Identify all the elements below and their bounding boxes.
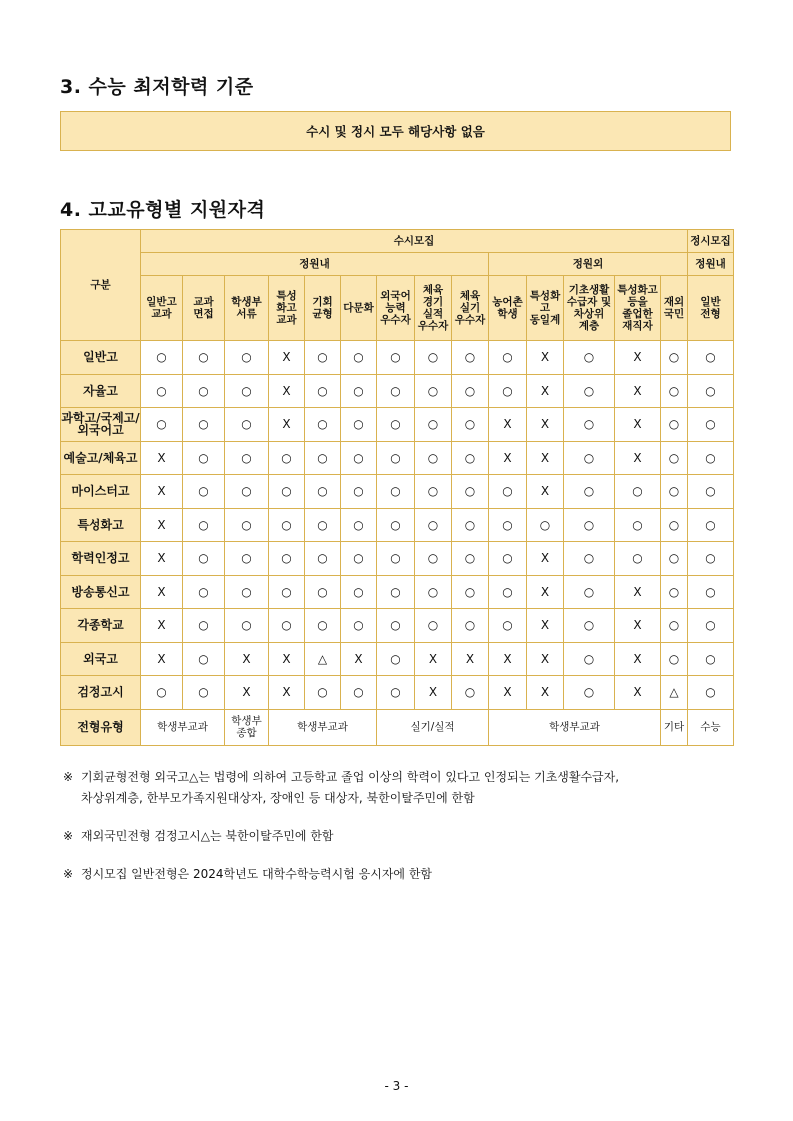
column-header-text: 우수자 [417, 320, 449, 332]
row-label: 전형유형 [61, 709, 141, 745]
page-number: - 3 - [384, 1079, 409, 1093]
column-header-text: 외국어 [380, 290, 411, 302]
column-header-text: 학생부 [231, 296, 262, 308]
eligibility-cell: ○ [341, 508, 377, 542]
column-header-text: 특성화고 [617, 284, 658, 296]
eligibility-cell: ○ [183, 676, 225, 710]
table-row [61, 676, 734, 710]
column-header [269, 276, 305, 341]
eligibility-cell: ○ [377, 676, 415, 710]
eligibility-cell: ○ [183, 575, 225, 609]
eligibility-cell: ○ [341, 542, 377, 576]
eligibility-cell: ○ [183, 542, 225, 576]
column-header-text: 우수자 [454, 314, 486, 326]
column-header [489, 276, 527, 341]
eligibility-cell: ○ [452, 508, 489, 542]
eligibility-cell: ○ [341, 609, 377, 643]
column-header-text: 체육 [422, 284, 444, 296]
eligibility-cell: X [341, 642, 377, 676]
eligibility-cell: ○ [305, 341, 341, 375]
eligibility-cell: ○ [225, 441, 269, 475]
eligibility-cell: X [615, 676, 661, 710]
column-header-text: 전형 [700, 308, 721, 320]
eligibility-cell: ○ [225, 542, 269, 576]
eligibility-cell: ○ [305, 475, 341, 509]
eligibility-cell: ○ [452, 575, 489, 609]
eligibility-cell: ○ [141, 374, 183, 408]
column-header [564, 276, 615, 341]
eligibility-cell: ○ [225, 575, 269, 609]
eligibility-cell: ○ [661, 341, 688, 375]
eligibility-cell: ○ [415, 508, 452, 542]
eligibility-cell: ○ [269, 475, 305, 509]
eligibility-cell: ○ [305, 575, 341, 609]
column-header-text: 교과 [193, 296, 214, 308]
eligibility-cell: X [141, 475, 183, 509]
eligibility-cell: ○ [688, 575, 734, 609]
eligibility-cell: ○ [661, 408, 688, 442]
eligibility-cell: X [141, 575, 183, 609]
eligibility-cell: ○ [452, 341, 489, 375]
eligibility-cell: ○ [452, 609, 489, 643]
note-2-symbol: ※ [63, 829, 74, 843]
eligibility-cell: ○ [225, 609, 269, 643]
eligibility-cell: ○ [377, 374, 415, 408]
column-header-text: 농어촌 [492, 296, 523, 308]
eligibility-cell: ○ [305, 508, 341, 542]
eligibility-cell: ○ [225, 508, 269, 542]
eligibility-cell: X [141, 441, 183, 475]
eligibility-cell: ○ [377, 475, 415, 509]
eligibility-cell: X [269, 408, 305, 442]
eligibility-cell: ○ [688, 408, 734, 442]
eligibility-cell: ○ [688, 341, 734, 375]
eligibility-cell: ○ [452, 475, 489, 509]
eligibility-cell: ○ [489, 609, 527, 643]
eligibility-cell: X [415, 676, 452, 710]
eligibility-cell: ○ [564, 575, 615, 609]
eligibility-cell: ○ [615, 542, 661, 576]
column-header-text: 우수자 [380, 314, 411, 326]
eligibility-cell: ○ [564, 441, 615, 475]
eligibility-cell: ○ [489, 575, 527, 609]
eligibility-cell: ○ [415, 374, 452, 408]
row-label: 마이스터고 [61, 475, 141, 509]
note-1-symbol: ※ [63, 770, 74, 784]
column-header [377, 276, 415, 341]
eligibility-cell: X [527, 642, 564, 676]
column-header-text: 고 [539, 302, 551, 314]
column-header [688, 276, 734, 341]
row-label: 특성화고 [61, 508, 141, 542]
eligibility-cell: ○ [564, 542, 615, 576]
column-header-text: 국민 [663, 308, 685, 320]
eligibility-cell: X [615, 341, 661, 375]
column-header-text: 재외 [663, 296, 685, 308]
column-header-text: 다문화 [343, 302, 374, 314]
eligibility-cell: ○ [341, 575, 377, 609]
table-row [61, 609, 734, 643]
eligibility-cell: ○ [269, 508, 305, 542]
eligibility-cell: X [615, 441, 661, 475]
eligibility-cell: X [269, 374, 305, 408]
section-3-title: 3. 수능 최저학력 기준 [60, 76, 254, 98]
column-header-text: 능력 [385, 302, 406, 314]
eligibility-cell: ○ [452, 542, 489, 576]
eligibility-cell: ○ [377, 341, 415, 375]
column-header [661, 276, 688, 341]
eligibility-cell: ○ [489, 508, 527, 542]
row-label: 학력인정고 [61, 542, 141, 576]
column-header-text: 실기 [459, 302, 481, 314]
eligibility-cell: ○ [305, 374, 341, 408]
eligibility-cell: ○ [661, 609, 688, 643]
admission-type-cell: 학생부교과 [489, 709, 661, 745]
column-header-text: 학생 [497, 308, 518, 320]
eligibility-cell: ○ [688, 508, 734, 542]
eligibility-cell: X [615, 575, 661, 609]
admission-type-cell: 학생부교과 [269, 709, 377, 745]
column-header [615, 276, 661, 341]
eligibility-cell: X [615, 374, 661, 408]
eligibility-cell: ○ [341, 441, 377, 475]
column-header-text: 재직자 [622, 320, 653, 332]
eligibility-cell: ○ [661, 642, 688, 676]
eligibility-cell: ○ [305, 609, 341, 643]
table-row [61, 642, 734, 676]
eligibility-cell: X [527, 542, 564, 576]
eligibility-cell: ○ [225, 475, 269, 509]
column-header [527, 276, 564, 341]
column-header-text: 계층 [578, 320, 600, 332]
eligibility-cell: X [489, 441, 527, 475]
header-jeongsi: 정시모집 [688, 230, 734, 253]
eligibility-cell: X [452, 642, 489, 676]
section-4-title: 4. 고교유형별 지원자격 [60, 199, 266, 221]
eligibility-cell: ○ [415, 542, 452, 576]
eligibility-cell: ○ [377, 441, 415, 475]
eligibility-cell: ○ [688, 441, 734, 475]
eligibility-cell: ○ [452, 408, 489, 442]
eligibility-cell: ○ [415, 575, 452, 609]
eligibility-cell: ○ [415, 408, 452, 442]
eligibility-cell: ○ [183, 609, 225, 643]
table-row [61, 408, 734, 442]
table-row [61, 374, 734, 408]
eligibility-cell: X [141, 542, 183, 576]
column-header [305, 276, 341, 341]
eligibility-cell: X [615, 609, 661, 643]
eligibility-cell: ○ [688, 374, 734, 408]
eligibility-cell: ○ [688, 542, 734, 576]
column-header [415, 276, 452, 341]
column-header [183, 276, 225, 341]
eligibility-cell: ○ [225, 374, 269, 408]
eligibility-cell: ○ [341, 676, 377, 710]
eligibility-cell: ○ [305, 441, 341, 475]
column-header-text: 균형 [312, 308, 333, 320]
eligibility-cell: ○ [615, 475, 661, 509]
eligibility-cell: ○ [377, 575, 415, 609]
eligibility-cell: X [527, 374, 564, 408]
eligibility-cell: X [225, 642, 269, 676]
eligibility-cell: ○ [452, 374, 489, 408]
eligibility-cell: X [225, 676, 269, 710]
eligibility-cell: ○ [225, 408, 269, 442]
eligibility-cell: ○ [564, 374, 615, 408]
note-3-line-1: 정시모집 일반전형은 2024학년도 대학수학능력시험 응시자에 한함 [81, 867, 433, 881]
eligibility-cell: ○ [489, 341, 527, 375]
admission-type-cell: 수능 [688, 709, 734, 745]
eligibility-cell: ○ [564, 475, 615, 509]
eligibility-cell: ○ [564, 609, 615, 643]
eligibility-cell: ○ [688, 475, 734, 509]
column-header-text: 수급자 및 [566, 296, 612, 308]
eligibility-cell: ○ [661, 542, 688, 576]
eligibility-cell: ○ [564, 508, 615, 542]
eligibility-cell: ○ [489, 542, 527, 576]
eligibility-cell: X [141, 609, 183, 643]
eligibility-cell: ○ [183, 508, 225, 542]
eligibility-cell: ○ [141, 341, 183, 375]
eligibility-cell: ○ [661, 575, 688, 609]
eligibility-cell: ○ [564, 676, 615, 710]
row-label: 과학고/국제고/외국어고 [61, 408, 141, 442]
eligibility-cell: ○ [688, 609, 734, 643]
eligibility-cell: X [527, 609, 564, 643]
eligibility-cell: ○ [415, 609, 452, 643]
admission-type-cell: 학생부 종합 [225, 709, 269, 745]
eligibility-cell: ○ [661, 508, 688, 542]
column-header-text: 면접 [193, 308, 214, 320]
eligibility-cell: ○ [269, 609, 305, 643]
csat-minimum-notice: 수시 및 정시 모두 해당사항 없음 [60, 111, 731, 151]
table-row [61, 575, 734, 609]
eligibility-cell: X [415, 642, 452, 676]
eligibility-cell: ○ [377, 408, 415, 442]
eligibility-cell: X [489, 408, 527, 442]
eligibility-cell: X [269, 341, 305, 375]
eligibility-cell: ○ [564, 408, 615, 442]
eligibility-cell: ○ [489, 374, 527, 408]
eligibility-cell: ○ [141, 676, 183, 710]
column-header [141, 276, 183, 341]
eligibility-cell: ○ [141, 408, 183, 442]
row-label: 자율고 [61, 374, 141, 408]
column-header-text: 화고 [276, 302, 297, 314]
eligibility-cell: ○ [415, 475, 452, 509]
column-header-text: 교과 [276, 314, 297, 326]
column-header-text: 기회 [312, 296, 333, 308]
eligibility-cell: X [527, 575, 564, 609]
column-header-text: 등을 [627, 296, 648, 308]
row-label: 각종학교 [61, 609, 141, 643]
eligibility-cell: ○ [415, 341, 452, 375]
column-header-text: 서류 [236, 308, 257, 320]
eligibility-cell: ○ [183, 374, 225, 408]
table-row [61, 341, 734, 375]
column-header-text: 실적 [422, 308, 444, 320]
eligibility-cell: ○ [527, 508, 564, 542]
eligibility-cell: X [527, 408, 564, 442]
eligibility-cell: ○ [183, 441, 225, 475]
header-jeongsi-quota-in: 정원내 [688, 253, 734, 276]
eligibility-cell: X [489, 676, 527, 710]
eligibility-cell: ○ [305, 676, 341, 710]
eligibility-cell: X [489, 642, 527, 676]
eligibility-cell: ○ [377, 542, 415, 576]
row-label: 예술고/체육고 [61, 441, 141, 475]
eligibility-cell: ○ [225, 341, 269, 375]
admission-type-cell: 기타 [661, 709, 688, 745]
eligibility-table [60, 229, 734, 746]
eligibility-cell: ○ [688, 642, 734, 676]
column-header [225, 276, 269, 341]
note-3 [63, 864, 432, 885]
note-3-symbol: ※ [63, 867, 74, 881]
header-susi-quota-out: 정원외 [489, 253, 688, 276]
eligibility-cell: ○ [305, 408, 341, 442]
eligibility-cell: X [527, 341, 564, 375]
eligibility-cell: ○ [183, 642, 225, 676]
eligibility-cell: ○ [377, 642, 415, 676]
header-susi-quota-in: 정원내 [141, 253, 489, 276]
table-row [61, 508, 734, 542]
row-label: 외국고 [61, 642, 141, 676]
eligibility-cell: ○ [183, 475, 225, 509]
column-header-text: 특성화 [529, 290, 561, 302]
column-header-text: 차상위 [573, 308, 605, 320]
eligibility-cell: ○ [661, 475, 688, 509]
eligibility-cell: ○ [489, 475, 527, 509]
eligibility-cell: ○ [415, 441, 452, 475]
eligibility-cell: ○ [269, 575, 305, 609]
column-header-text: 특성 [276, 290, 297, 302]
header-susi: 수시모집 [141, 230, 688, 253]
eligibility-cell: ○ [452, 441, 489, 475]
admission-type-cell: 실기/실적 [377, 709, 489, 745]
eligibility-cell: ○ [377, 508, 415, 542]
eligibility-cell: ○ [341, 475, 377, 509]
eligibility-cell: ○ [615, 508, 661, 542]
eligibility-cell: X [269, 642, 305, 676]
eligibility-cell: ○ [183, 408, 225, 442]
column-header-text: 동일계 [529, 314, 561, 326]
column-header-text: 졸업한 [622, 308, 653, 320]
table-row [61, 441, 734, 475]
column-header [452, 276, 489, 341]
column-header-text: 경기 [422, 296, 444, 308]
table-row [61, 475, 734, 509]
eligibility-cell: X [615, 642, 661, 676]
table-row-type [61, 709, 734, 745]
eligibility-cell: ○ [564, 642, 615, 676]
eligibility-cell: △ [305, 642, 341, 676]
column-header [341, 276, 377, 341]
eligibility-cell: ○ [452, 676, 489, 710]
eligibility-cell: ○ [564, 341, 615, 375]
column-header-text: 기초생활 [568, 284, 610, 296]
eligibility-cell: X [527, 676, 564, 710]
row-label: 검정고시 [61, 676, 141, 710]
eligibility-cell: ○ [183, 341, 225, 375]
eligibility-cell: ○ [661, 374, 688, 408]
column-header-text: 체육 [459, 290, 481, 302]
eligibility-cell: ○ [661, 441, 688, 475]
eligibility-cell: X [141, 642, 183, 676]
eligibility-cell: X [527, 441, 564, 475]
eligibility-cell: X [269, 676, 305, 710]
eligibility-cell: X [527, 475, 564, 509]
row-label: 일반고 [61, 341, 141, 375]
note-1-line-1: 기회균형전형 외국고△는 법령에 의하여 고등학교 졸업 이상의 학력이 있다고 인정되는 기초생활수급자, [81, 770, 620, 784]
eligibility-cell: X [615, 408, 661, 442]
eligibility-cell: ○ [341, 408, 377, 442]
eligibility-cell: ○ [377, 609, 415, 643]
eligibility-cell: ○ [341, 374, 377, 408]
eligibility-cell: X [141, 508, 183, 542]
column-header-text: 일반고 [146, 296, 177, 308]
column-header-text: 일반 [700, 296, 721, 308]
column-header-text: 교과 [151, 308, 172, 320]
eligibility-cell: ○ [341, 341, 377, 375]
admission-type-cell: 학생부교과 [141, 709, 225, 745]
eligibility-cell: ○ [269, 542, 305, 576]
eligibility-cell: ○ [688, 676, 734, 710]
header-corner: 구분 [61, 230, 141, 341]
note-2-line-1: 재외국민전형 검정고시△는 북한이탈주민에 한함 [81, 829, 334, 843]
note-1 [63, 767, 619, 809]
eligibility-cell: ○ [305, 542, 341, 576]
table-row [61, 542, 734, 576]
note-1-line-2: 차상위계층, 한부모가족지원대상자, 장애인 등 대상자, 북한이탈주민에 한함 [81, 791, 475, 805]
eligibility-cell: △ [661, 676, 688, 710]
note-2 [63, 826, 334, 847]
eligibility-cell: ○ [269, 441, 305, 475]
row-label: 방송통신고 [61, 575, 141, 609]
